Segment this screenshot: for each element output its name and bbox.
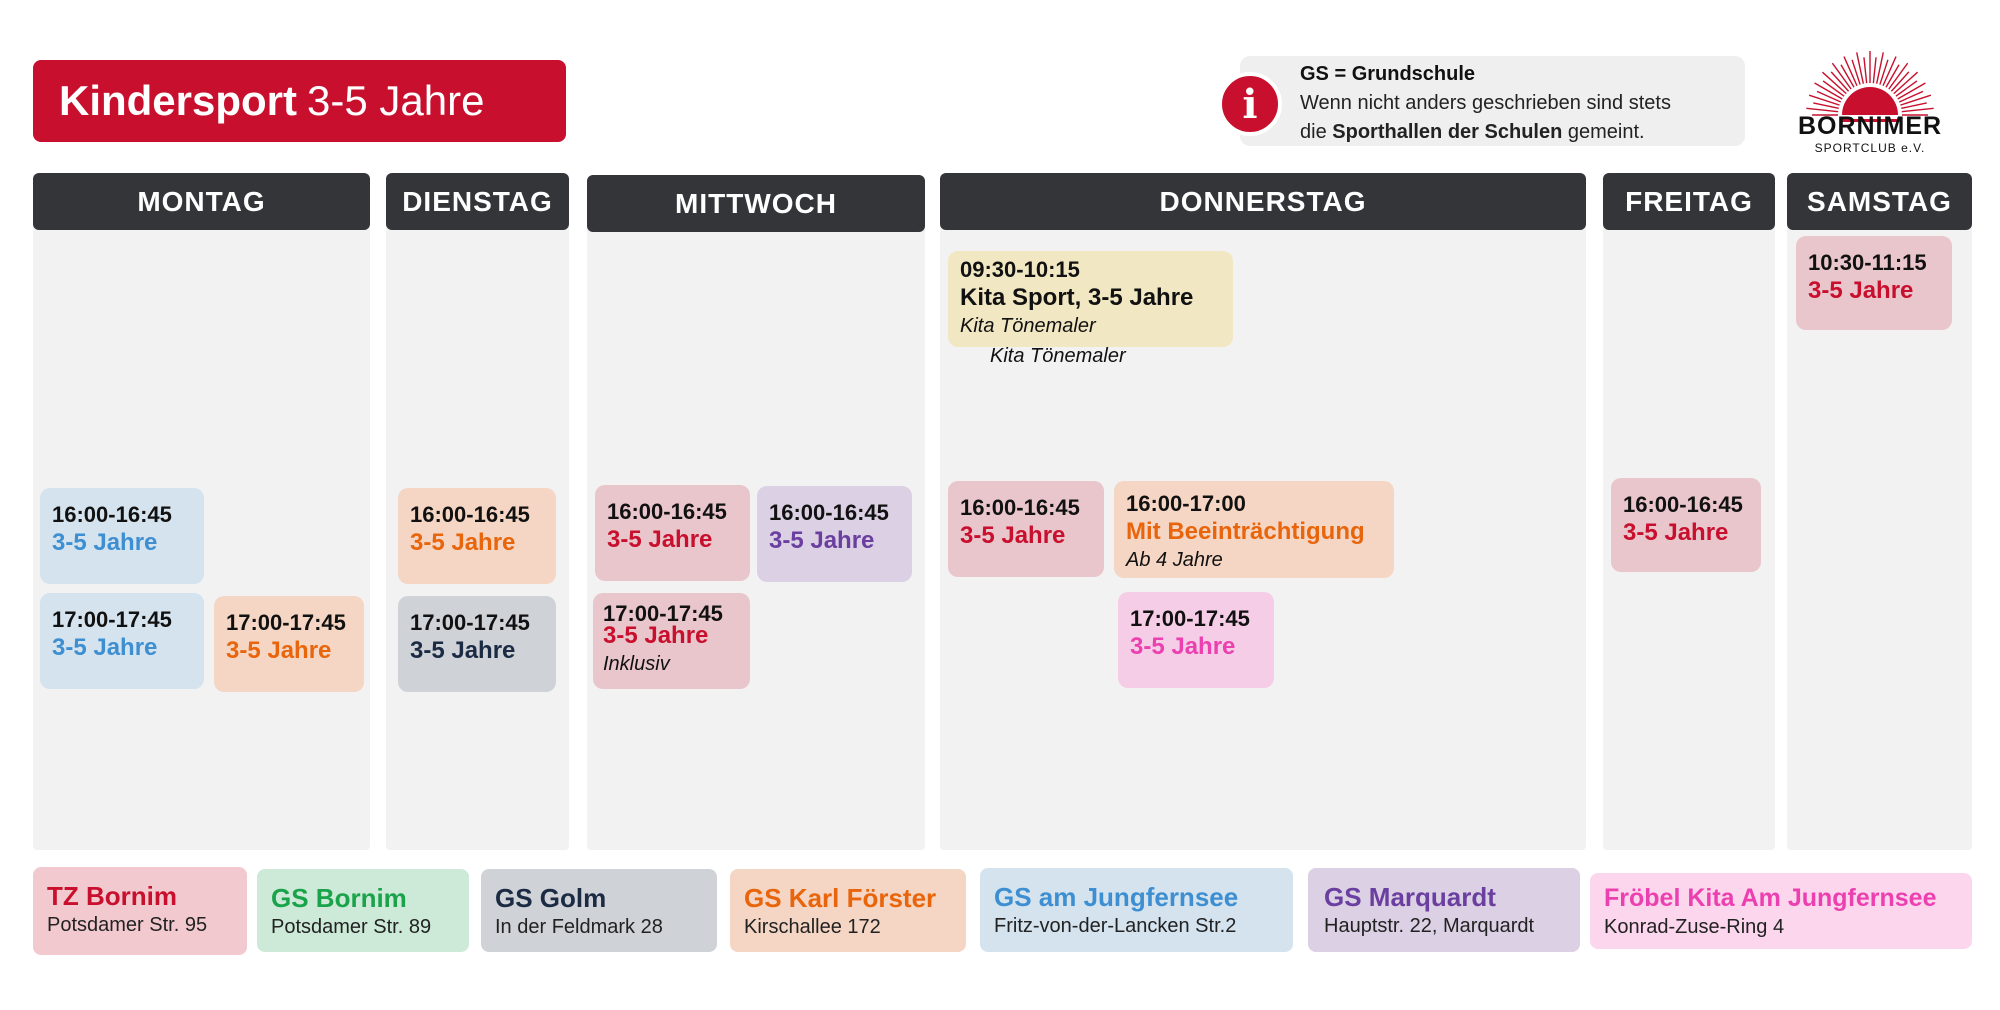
session-age: 3-5 Jahre [607, 526, 713, 553]
session-card[interactable] [1118, 592, 1274, 688]
session-age: 3-5 Jahre [52, 634, 158, 661]
legend-address: Kirschallee 172 [744, 916, 881, 938]
legend-name: GS Bornim [271, 883, 407, 913]
info-line-3-post: gemeint. [1567, 121, 1645, 143]
title-bold: Kindersport [59, 77, 298, 124]
page-title [33, 60, 566, 142]
session-age: 3-5 Jahre [410, 529, 516, 556]
day-header-friday: FREITAG [1603, 173, 1775, 230]
session-age: Mit Beeinträchtigung [1126, 518, 1365, 545]
session-card[interactable] [40, 488, 204, 584]
session-age: 3-5 Jahre [226, 637, 332, 664]
session-card[interactable] [1114, 481, 1394, 578]
session-card[interactable] [757, 486, 912, 582]
info-icon: i [1218, 72, 1282, 136]
session-time: 10:30-11:15 [1808, 250, 1927, 275]
logo-wordmark: BORNIMER [1797, 112, 1943, 140]
session-note: Inklusiv [603, 653, 670, 675]
legend-address: Hauptstr. 22, Marquardt [1324, 915, 1535, 937]
session-age: Kita Sport, 3-5 Jahre [960, 284, 1194, 311]
session-time: 16:00-16:45 [960, 495, 1080, 520]
legend-item-gs-golm [481, 869, 717, 952]
legend-name: GS Golm [495, 883, 607, 913]
session-time: 16:00-17:00 [1126, 491, 1246, 516]
legend-address: Potsdamer Str. 89 [271, 916, 432, 938]
info-line-3-bold: Sporthallen der Schulen [1332, 121, 1563, 143]
info-line-1: GS = Grundschule [1300, 63, 1476, 85]
info-line-3-pre: die [1300, 121, 1327, 143]
session-card[interactable] [593, 593, 750, 689]
logo-subtitle: SPORTCLUB e.V. [1814, 141, 1926, 155]
day-header-thursday: DONNERSTAG [940, 173, 1586, 230]
info-line-3 [1300, 118, 1745, 147]
session-card[interactable] [1611, 478, 1761, 572]
session-time: 16:00-16:45 [607, 499, 727, 524]
legend-address: Fritz-von-der-Lancken Str.2 [994, 915, 1237, 937]
session-time: 16:00-16:45 [52, 502, 172, 527]
session-age: 3-5 Jahre [1623, 519, 1729, 546]
session-card[interactable] [948, 481, 1104, 577]
session-note: Ab 4 Jahre [1126, 549, 1223, 571]
session-time: 17:00-17:45 [226, 610, 346, 635]
day-header-wednesday: MITTWOCH [587, 175, 925, 232]
session-card[interactable] [1796, 236, 1952, 330]
session-age: 3-5 Jahre [1808, 277, 1914, 304]
legend-address: In der Feldmark 28 [495, 916, 663, 938]
legend-address: Potsdamer Str. 95 [47, 914, 208, 936]
session-time: 17:00-17:45 [1130, 606, 1250, 631]
session-age: 3-5 Jahre [960, 522, 1066, 549]
session-age: 3-5 Jahre [769, 527, 875, 554]
info-line-2: Wenn nicht anders geschrieben sind stets [1300, 92, 1671, 114]
session-time: 16:00-16:45 [410, 502, 530, 527]
session-card[interactable] [948, 251, 1233, 347]
legend-item-gs-am-jungfernsee [980, 868, 1293, 952]
session-card[interactable] [40, 593, 204, 689]
day-header-monday: MONTAG [33, 173, 370, 230]
legend-item-gs-bornim [257, 869, 469, 952]
session-card[interactable] [398, 596, 556, 692]
session-note-outside: Kita Tönemaler [990, 345, 1126, 367]
legend-item-gs-karl-foerster [730, 869, 966, 952]
title-rest: 3-5 Jahre [307, 77, 485, 124]
legend-item-froebel-kita [1590, 873, 1972, 949]
day-header-tuesday: DIENSTAG [386, 173, 569, 230]
session-age: 3-5 Jahre [1130, 633, 1236, 660]
legend-name: GS Marquardt [1324, 882, 1496, 912]
legend-name: TZ Bornim [47, 881, 177, 911]
legend-name: Fröbel Kita Am Jungfernsee [1604, 884, 1937, 912]
legend-address: Konrad-Zuse-Ring 4 [1604, 916, 1785, 938]
legend-name: GS am Jungfernsee [994, 882, 1239, 912]
legend-item-tz-bornim [33, 867, 247, 955]
session-age: 3-5 Jahre [52, 529, 158, 556]
session-time: 17:00-17:45 [603, 601, 723, 626]
session-time: 17:00-17:45 [52, 607, 172, 632]
session-card[interactable] [398, 488, 556, 584]
session-time: 16:00-16:45 [1623, 492, 1743, 517]
info-text [1300, 60, 1745, 147]
legend-name: GS Karl Förster [744, 883, 937, 913]
session-card[interactable] [595, 485, 750, 581]
day-header-saturday: SAMSTAG [1787, 173, 1972, 230]
legend-item-gs-marquardt [1308, 868, 1580, 952]
session-time: 17:00-17:45 [410, 610, 530, 635]
session-time: 16:00-16:45 [769, 500, 889, 525]
session-card[interactable] [214, 596, 364, 692]
session-age: 3-5 Jahre [410, 637, 516, 664]
session-note: Kita Tönemaler [960, 315, 1096, 337]
session-time: 09:30-10:15 [960, 257, 1080, 282]
session-age: 3-5 Jahre [603, 622, 709, 649]
